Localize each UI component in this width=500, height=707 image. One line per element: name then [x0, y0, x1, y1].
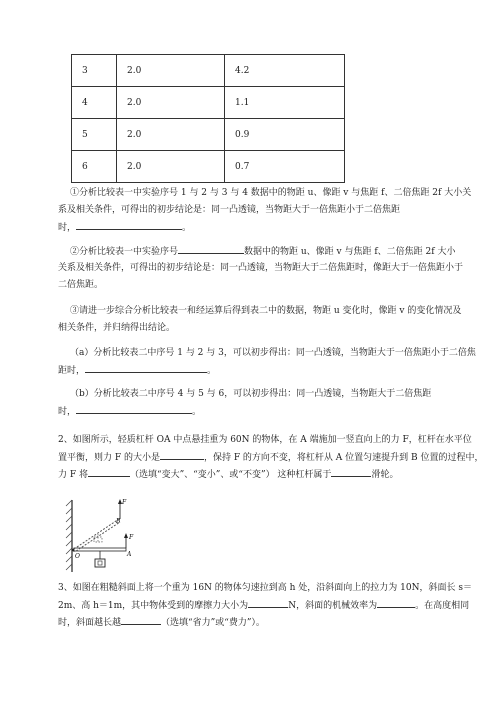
q2-line2-prefix: 置平衡，则力 F 的大小是: [58, 453, 160, 463]
table-cell: 2.0: [117, 119, 225, 151]
q1-pb-line1: （b）分析比较表二中序号 4 与 5 与 6，可以初步得出：同一凸透镜，当物距大于二倍焦距: [70, 389, 432, 399]
diagram-label-a: A: [127, 551, 132, 558]
lever-diagram: [62, 492, 142, 574]
table-row: [72, 119, 345, 151]
q3-line3: [58, 614, 265, 632]
q3-line1: 3、如图在粗糙斜面上将一个重为 16N 的物体匀速拉到高 h 处，沿斜面向上的拉力为 10N，斜面长 s＝: [58, 583, 472, 593]
q1-p2-line1: [70, 243, 455, 261]
answer-blank[interactable]: [160, 449, 204, 460]
answer-blank[interactable]: [121, 614, 161, 625]
table-row: [72, 87, 345, 119]
answer-blank[interactable]: [178, 243, 244, 254]
q1-pa-line2-suffix: 。: [207, 366, 217, 376]
table-cell: 0.7: [225, 151, 345, 183]
diagram-label-b: B: [116, 518, 121, 525]
q2-line2: [58, 449, 484, 467]
answer-blank[interactable]: [248, 597, 288, 608]
answer-blank[interactable]: [76, 403, 192, 414]
q3-line2-prefix: 2m、高 h＝1m，其中物体受到的摩擦力大小为: [58, 601, 249, 611]
answer-blank[interactable]: [76, 219, 182, 230]
q1-p2-line1-suffix: 数据中的物距 u、像距 v 与焦距 f、二倍焦距 2f 大小: [244, 247, 456, 257]
q2-line3-suffix: 滑轮。: [371, 470, 399, 480]
q2-line3: [58, 466, 398, 484]
q3-line3-suffix: （选填“省力”或“费力”）。: [161, 618, 265, 628]
diagram-label-o: O: [75, 553, 80, 560]
table-cell: 0.9: [225, 119, 345, 151]
q1-p3-line1: ③请进一步综合分析比较表一和经运算后得到表二中的数据，物距 u 变化时，像距 v 的变化情况及: [70, 306, 462, 316]
q1-p2-line1-prefix: ②分析比较表一中实验序号: [70, 247, 179, 257]
table-cell: 2.0: [117, 151, 225, 183]
q1-p3-line2: 相关条件，并归纳得出结论。: [58, 323, 176, 333]
diagram-label-f-right: F: [129, 534, 134, 541]
answer-blank[interactable]: [85, 362, 207, 373]
table-cell: 2.0: [117, 87, 225, 119]
table-cell: 1.1: [225, 87, 345, 119]
q3-line2: [58, 597, 469, 615]
q2-line1: 2、如图所示，轻质杠杆 OA 中点悬挂重为 60N 的物体，在 A 端施加一竖直向上的力 F，杠杆在水平位: [58, 435, 472, 445]
q1-p1-line3-suffix: 。: [182, 223, 192, 233]
answer-blank[interactable]: [377, 597, 415, 608]
q1-pb-line2-prefix: 时，: [58, 407, 77, 417]
answer-blank[interactable]: [331, 466, 371, 477]
q1-p1-line3-prefix: 时，: [58, 223, 77, 233]
q1-p2-line2: 关系及相关条件，可得出的初步结论是：同一凸透镜，当物距大于二倍焦距时，像距大于一倍焦距小于: [58, 263, 464, 273]
q1-p1-line1: ①分析比较表一中实验序号 1 与 2 与 3 与 4 数据中的物距 u、像距 v 与焦距 f、二倍焦距 2f 大小关: [70, 188, 472, 198]
data-table: [71, 54, 345, 183]
q1-pb-line2-suffix: 。: [192, 407, 202, 417]
table-cell: 6: [72, 151, 117, 183]
q3-line2-suffix: 。在高度相同: [415, 601, 470, 611]
q1-p2-line3: 二倍焦距。: [58, 280, 104, 290]
q1-pb-line2: [58, 403, 201, 421]
q3-line2-mid: N，斜面的机械效率为: [288, 601, 378, 611]
q1-pa-line1: （a）分析比较表二中序号 1 与 2 与 3，可以初步得出：同一凸透镜，当物距大于一倍焦距小于二倍焦: [70, 348, 476, 358]
q2-line3-prefix: 力 F 将: [58, 470, 88, 480]
answer-blank[interactable]: [88, 466, 130, 477]
table-cell: 2.0: [117, 55, 225, 87]
q1-p1-line3: [58, 219, 191, 237]
table-row: [72, 55, 345, 87]
table-row: [72, 151, 345, 183]
table-cell: 4: [72, 87, 117, 119]
q1-pa-line2: [58, 362, 216, 380]
q2-line3-mid: （选填“变大”、“变小”、或“不变”） 这种杠杆属于: [129, 470, 332, 480]
q1-p1-line2: 系及相关条件，可得出的初步结论是：同一凸透镜，当物距大于一倍焦距小于二倍焦距: [58, 205, 401, 215]
diagram-label-f-top: F: [122, 499, 127, 506]
table-cell: 3: [72, 55, 117, 87]
q1-pa-line2-prefix: 距时，: [58, 366, 86, 376]
q3-line3-prefix: 时，斜面越长越: [58, 618, 122, 628]
q2-line2-suffix: ，保持 F 的方向不变，将杠杆从 A 位置匀速提升到 B 位置的过程中，: [203, 453, 484, 463]
table-cell: 4.2: [225, 55, 345, 87]
table-cell: 5: [72, 119, 117, 151]
